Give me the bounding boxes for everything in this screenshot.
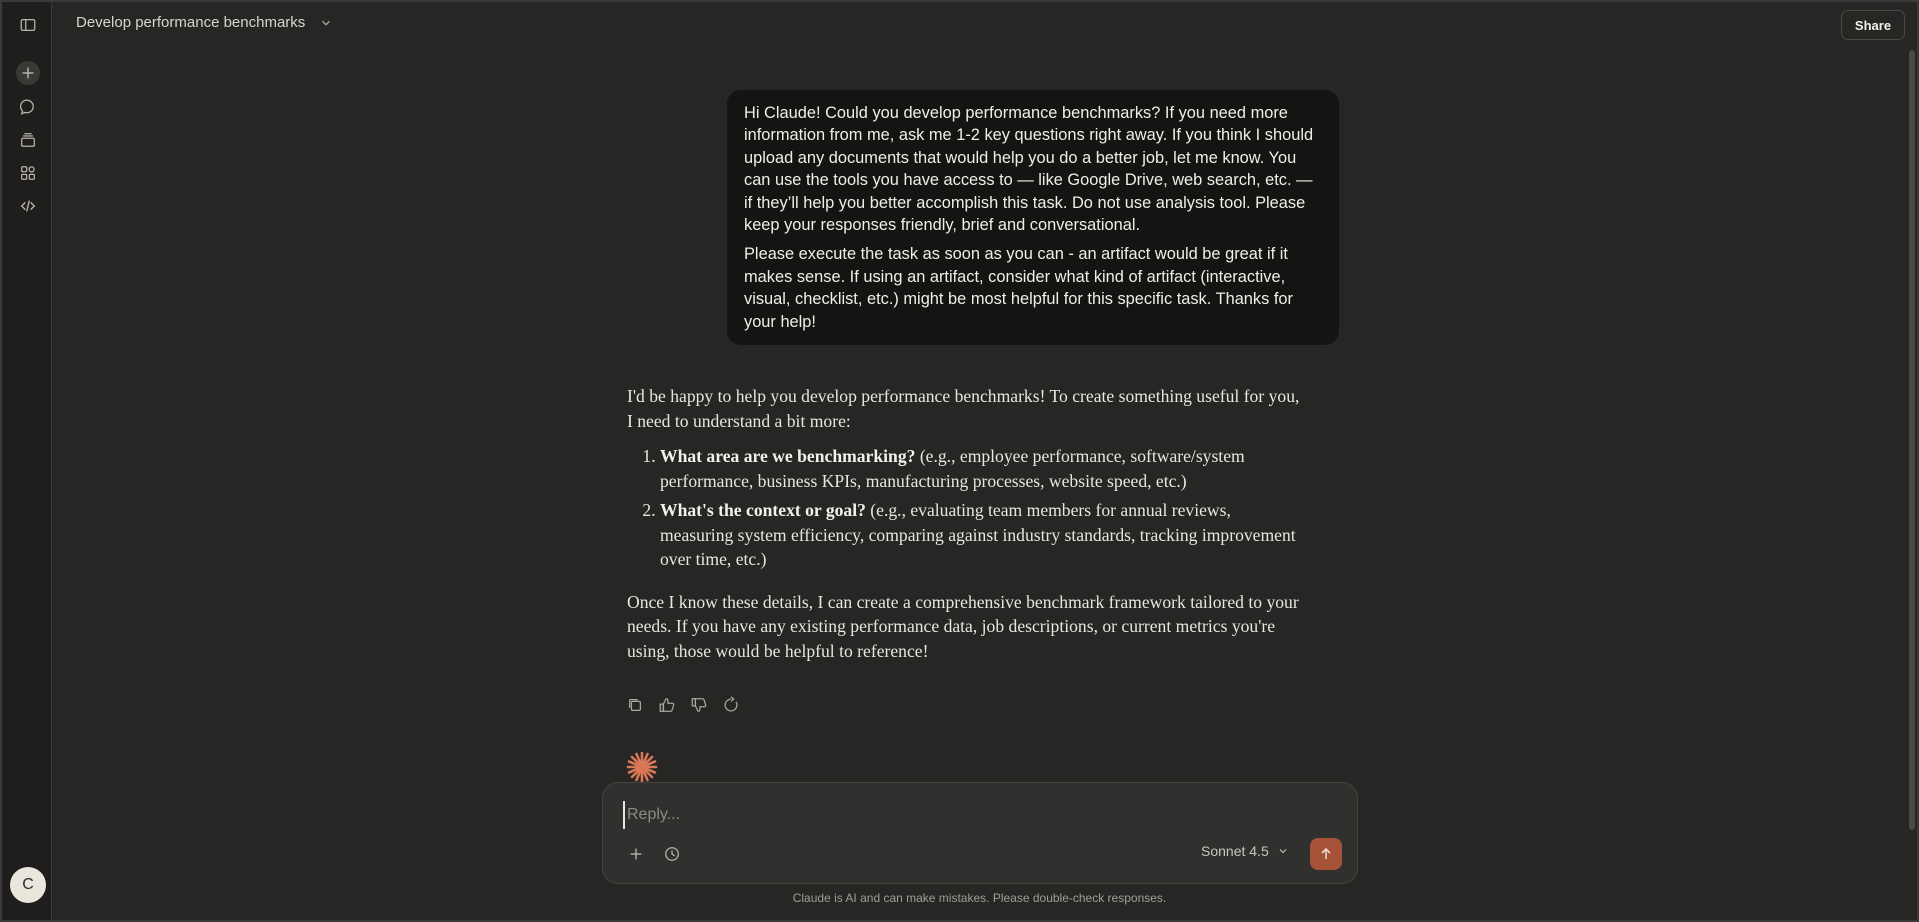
chats-icon[interactable] [14, 93, 42, 121]
assistant-intro: I'd be happy to help you develop performance benchmarks! To create something useful for you, I need to understand a bit more: [627, 386, 1300, 431]
composer [602, 782, 1358, 884]
model-selector[interactable] [1201, 843, 1289, 859]
chat-title-menu[interactable] [76, 14, 333, 31]
claude-logo-icon [626, 751, 658, 783]
model-label: Sonnet 4.5 [1201, 843, 1269, 859]
question-title: What area are we benchmarking? [660, 446, 916, 466]
code-icon[interactable] [14, 192, 42, 220]
thumbs-up-icon[interactable] [658, 696, 676, 714]
copy-icon[interactable] [626, 696, 644, 714]
assistant-outro: Once I know these details, I can create a comprehensive benchmark framework tailored to your needs. If you have any existing performance data, job descriptions, or current metrics you're using, those would be helpful to reference! [627, 591, 1299, 661]
list-item [660, 444, 1303, 493]
chevron-down-icon [319, 16, 333, 30]
new-chat-button[interactable] [16, 61, 40, 85]
questions-list [627, 444, 1303, 572]
plus-icon [627, 845, 645, 863]
assistant-message [627, 384, 1303, 663]
thumbs-down-icon[interactable] [690, 696, 708, 714]
arrow-up-icon [1318, 846, 1334, 862]
clock-icon [663, 845, 681, 863]
reply-input[interactable] [623, 801, 1329, 829]
user-message [727, 90, 1339, 345]
user-message-paragraph: Please execute the task as soon as you can - an artifact would be great if it makes sense. If using an artifact, consider what kind of artifact (interactive, visual, checklist, etc.) might be most helpful for this specific task. Thanks for your help! [744, 245, 1293, 331]
question-title: What's the context or goal? [660, 500, 866, 520]
plus-icon [19, 64, 37, 82]
artifacts-icon[interactable] [14, 159, 42, 187]
send-button[interactable] [1310, 838, 1342, 870]
chevron-down-icon [1277, 845, 1289, 857]
list-item [660, 498, 1303, 572]
share-button[interactable]: Share [1841, 10, 1905, 40]
page-title: Develop performance benchmarks [76, 14, 306, 31]
question-detail: (e.g., employee performance, software/system performance, business KPIs, manufacturing processes, website speed, etc.) [660, 446, 1245, 491]
sidebar [0, 0, 52, 922]
user-message-paragraph: Hi Claude! Could you develop performance benchmarks? If you need more information from me, ask me 1-2 key questions right away. If you think I should upload any documents that would help you do a better job, let me know. You can use the tools you have access to — like Google Drive, web search, etc. — if they’ll help you better accomplish this task. Do not use analysis tool. Please keep your responses friendly, brief and conversational. [744, 104, 1314, 235]
projects-icon[interactable] [14, 126, 42, 154]
question-detail: (e.g., evaluating team members for annual reviews, measuring system efficiency, comparing against industry standards, tracking improvement over time, etc.) [660, 500, 1296, 569]
scrollbar[interactable] [1909, 50, 1915, 830]
sidebar-toggle-icon[interactable] [14, 11, 42, 39]
retry-icon[interactable] [722, 696, 740, 714]
avatar[interactable]: C [10, 867, 46, 903]
attach-button[interactable] [623, 841, 649, 867]
message-actions [626, 696, 740, 714]
history-button[interactable] [659, 841, 685, 867]
disclaimer: Claude is AI and can make mistakes. Please double-check responses. [792, 891, 1167, 905]
